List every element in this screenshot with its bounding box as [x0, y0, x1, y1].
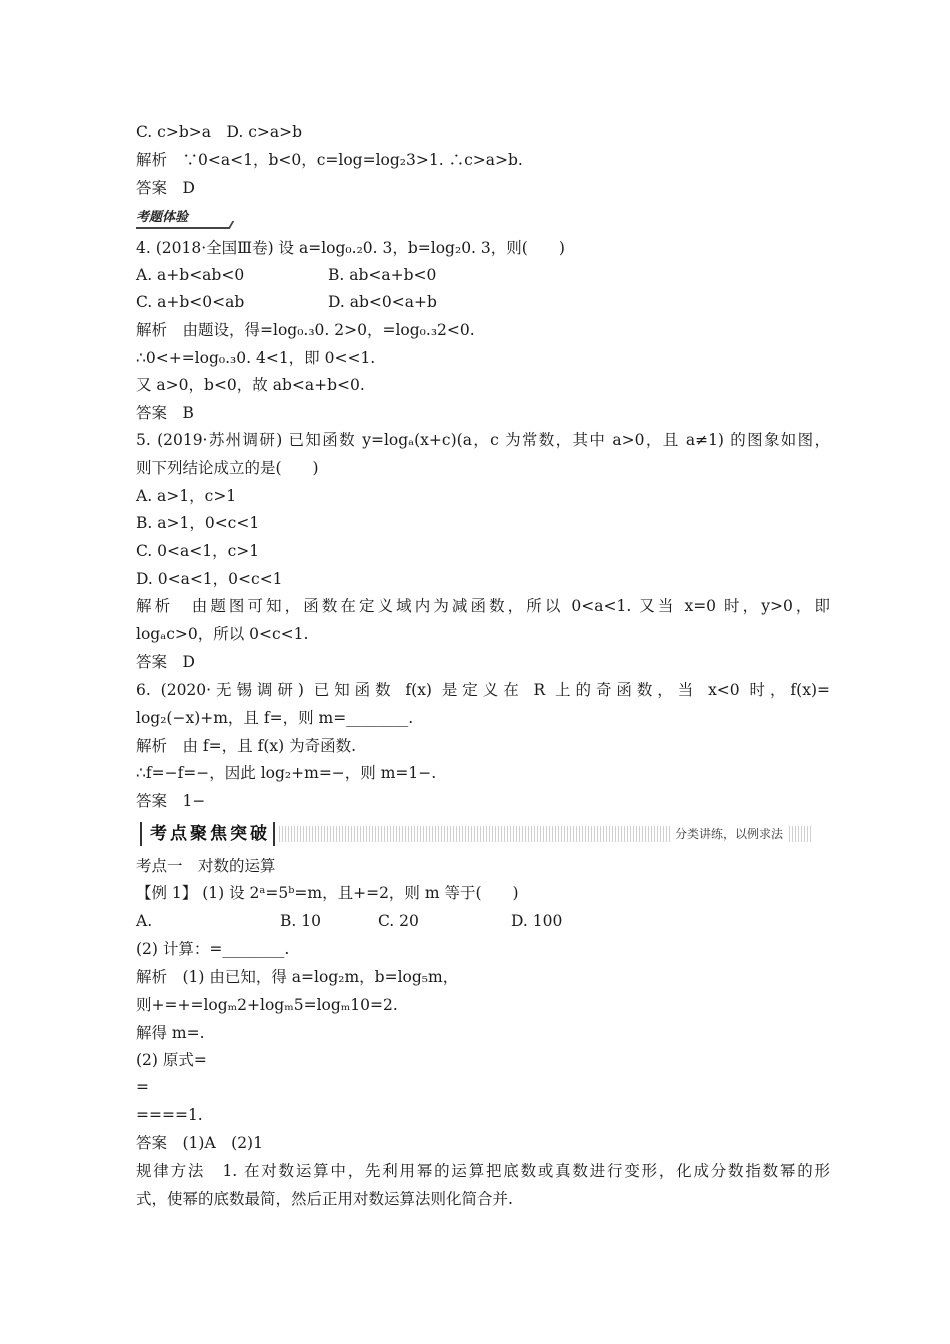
- q3-analysis: 解析 ∵0<a<1，b<0，c=log=log₂3>1. ∴c>a>b.: [136, 151, 523, 169]
- q5-option-d: D. 0<a<1，0<c<1: [136, 570, 283, 588]
- q5-option-c: C. 0<a<1，c>1: [136, 542, 260, 560]
- example1-analysis-1: 解析 (1) 由已知，得 a=log₂m，b=log₅m，: [136, 968, 459, 986]
- q5-answer: 答案 D: [136, 653, 195, 671]
- q5-stem-1: 5. (2019·苏州调研) 已知函数 y=logₐ(x+c)(a，c 为常数，其中 a>0，且 a≠1) 的图象如图，: [136, 431, 830, 449]
- example1-answer: 答案 (1)A (2)1: [136, 1134, 263, 1152]
- banner-title: 考点聚焦突破: [150, 824, 270, 844]
- topic-heading: 考点一 对数的运算: [136, 857, 276, 875]
- q4-analysis-2: ∴0<+=log₀.₃0. 4<1，即 0<<1.: [136, 349, 376, 367]
- example1-option-b: B. 10: [280, 912, 321, 930]
- section-banner: [136, 820, 811, 848]
- example1-analysis-3: 解得 m=.: [136, 1024, 205, 1042]
- method-note-2: 式，使幂的底数最简，然后正用对数运算法则化简合并.: [136, 1190, 513, 1208]
- example1-analysis-2: 则+=+=logₘ2+logₘ5=logₘ10=2.: [136, 996, 398, 1014]
- example1-option-c: C. 20: [378, 912, 419, 930]
- q4-option-d: D. ab<0<a+b: [328, 293, 437, 311]
- q4-analysis-1: 解析 由题设，得=log₀.₃0. 2>0，=log₀.₃2<0.: [136, 321, 475, 339]
- example1-option-a: A.: [136, 912, 153, 930]
- q6-stem-2: log₂(−x)+m，且 f=，则 m=________.: [136, 709, 414, 727]
- tag-hook: [222, 221, 235, 229]
- q5-stem-2: 则下列结论成立的是( ): [136, 459, 319, 477]
- q5-option-a: A. a>1，c>1: [136, 487, 237, 505]
- q4-analysis-3: 又 a>0，b<0，故 ab<a+b<0.: [136, 376, 365, 394]
- example1-analysis-5: =: [136, 1078, 149, 1096]
- q6-answer: 答案 1−: [136, 792, 206, 810]
- tag-underline: [136, 227, 226, 229]
- q4-options-ab: [136, 262, 830, 288]
- q6-analysis-1: 解析 由 f=，且 f(x) 为奇函数.: [136, 737, 357, 755]
- q4-answer: 答案 B: [136, 404, 194, 422]
- q4-stem: 4. (2018·全国Ⅲ卷) 设 a=log₀.₂0. 3，b=log₂0. 3，则( ): [136, 239, 565, 257]
- q4-option-a: A. a+b<ab<0: [136, 266, 245, 284]
- q5-analysis-1: 解析 由题图可知，函数在定义域内为减函数，所以 0<a<1. 又当 x=0 时，y>0，即: [136, 597, 830, 615]
- banner-subtitle: 分类讲练，以例求法: [671, 825, 787, 843]
- q4-options-cd: [136, 289, 830, 315]
- example1-analysis-4: (2) 原式=: [136, 1051, 207, 1069]
- example1-option-d: D. 100: [511, 912, 563, 930]
- method-note-1: 规律方法 1. 在对数运算中，先利用幂的运算把底数或真数进行变形，化成分数指数幂的形: [136, 1162, 830, 1180]
- example1-part2: (2) 计算：=________.: [136, 940, 290, 958]
- q6-stem-1: 6. (2020·无锡调研) 已知函数 f(x) 是定义在 R 上的奇函数，当 x<0 时，f(x)=: [136, 681, 830, 699]
- banner-left-bar: [140, 822, 142, 846]
- example1-analysis-6: ====1.: [136, 1106, 203, 1124]
- q5-option-b: B. a>1，0<c<1: [136, 514, 260, 532]
- banner-right-bar: [273, 822, 275, 846]
- q4-option-c: C. a+b<0<ab: [136, 293, 245, 311]
- q4-option-b: B. ab<a+b<0: [328, 266, 437, 284]
- example1-stem: 【例 1】 (1) 设 2ᵃ=5ᵇ=m，且+=2，则 m 等于( ): [136, 884, 519, 902]
- q3-answer: 答案 D: [136, 179, 195, 197]
- q5-analysis-2: logₐc>0，所以 0<c<1.: [136, 625, 309, 643]
- example1-options: [136, 908, 830, 934]
- q6-analysis-2: ∴f=−f=−，因此 log₂+m=−，则 m=1−.: [136, 764, 437, 782]
- q3-options-cd: C. c>b>a D. c>a>b: [136, 123, 303, 141]
- section-tag-exam-experience: 考题体验: [136, 208, 188, 228]
